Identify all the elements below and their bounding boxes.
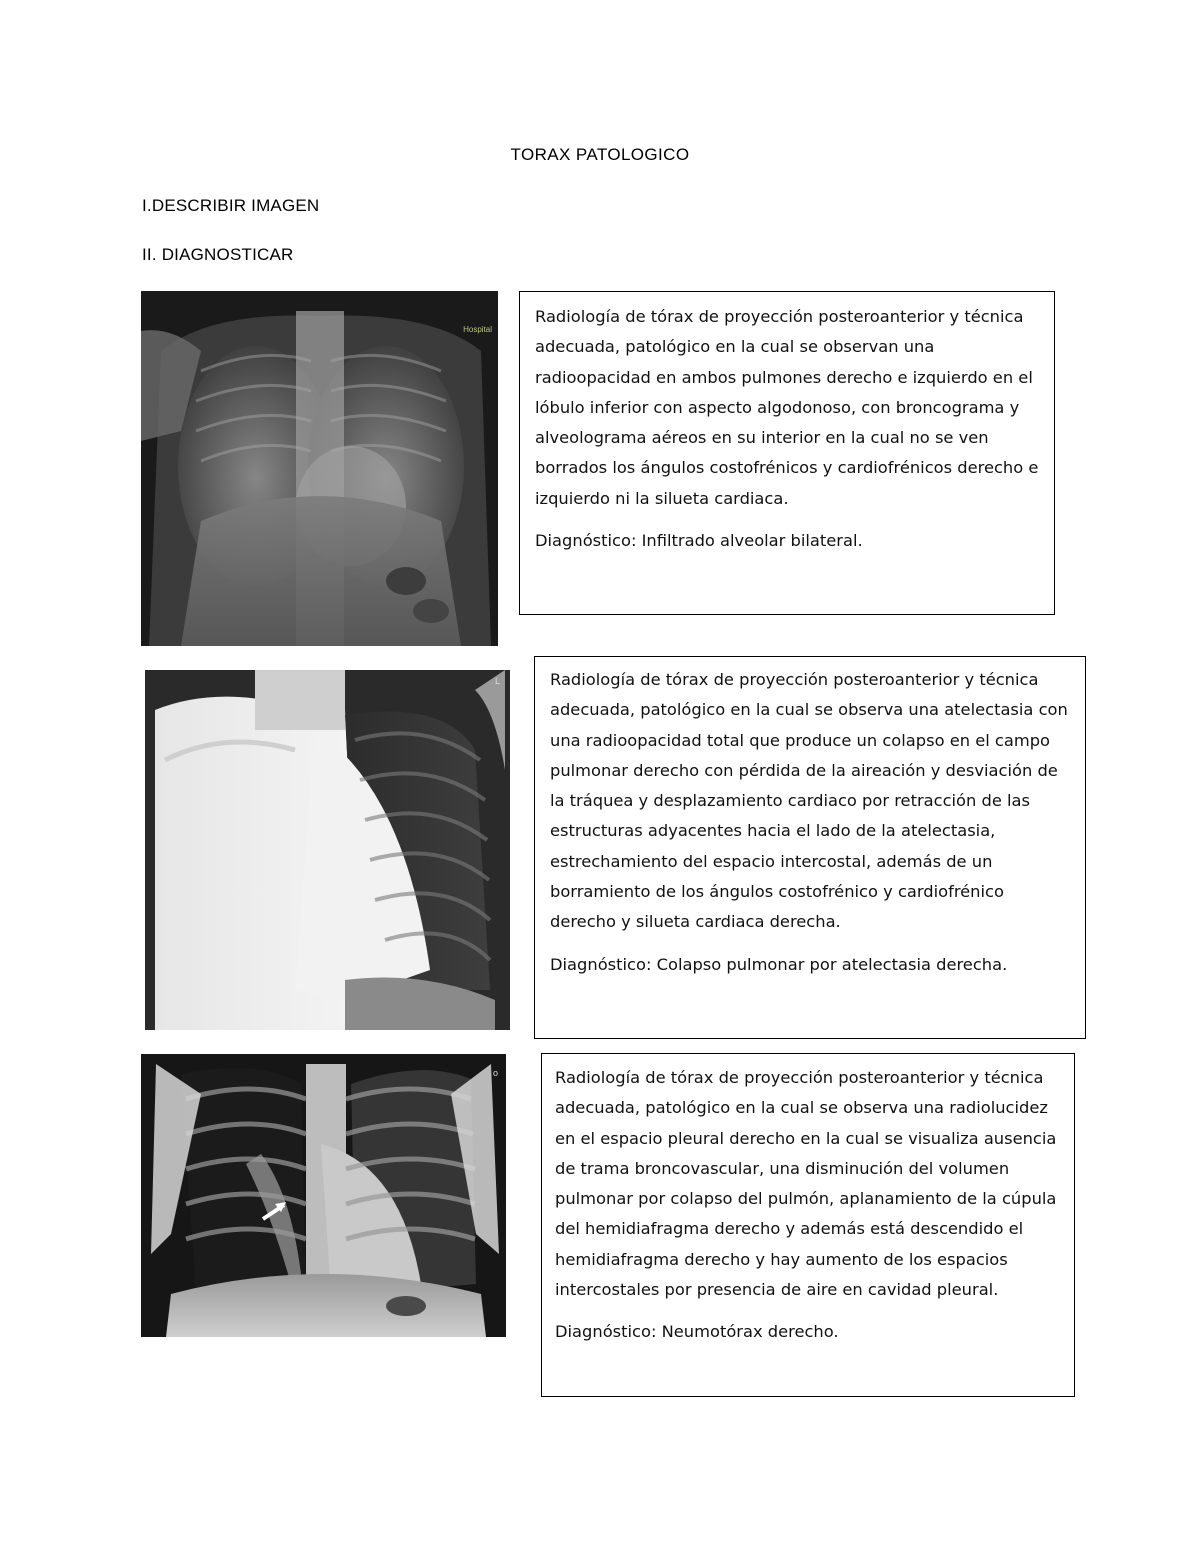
case-description: Radiología de tórax de proyección posteroanterior y técnica adecuada, patológico en la cual se observan una radioopacidad en ambos pulmones derecho e izquierdo en el lóbulo inferior con aspecto algodonoso, con broncograma y alveolograma aéreos en su interior en la cual no se ven borrados los ángulos costofrénicos y cardiofrénicos derecho e izquierdo ni la silueta cardiaca. bbox=[535, 307, 1039, 508]
marker-label: L bbox=[494, 676, 500, 686]
description-box-1 bbox=[519, 291, 1055, 615]
marker-label: o bbox=[492, 1068, 498, 1078]
description-box-3 bbox=[541, 1053, 1075, 1397]
case-description: Radiología de tórax de proyección posteroanterior y técnica adecuada, patológico en la cual se observa una radiolucidez en el espacio pleural derecho en la cual se visualiza ausencia de trama broncovascular, una disminución del volumen pulmonar por colapso del pulmón, aplanamiento de la cúpula del hemidiafragma derecho y además está descendido el hemidiafragma derecho y hay aumento de los espacios intercostales por presencia de aire en cavidad pleural. bbox=[555, 1068, 1057, 1300]
case-diagnosis: Diagnóstico: Colapso pulmonar por atelectasia derecha. bbox=[550, 954, 1008, 974]
case-diagnosis: Diagnóstico: Neumotórax derecho. bbox=[555, 1322, 839, 1342]
section-heading-describe: I.DESCRIBIR IMAGEN bbox=[142, 196, 320, 215]
hospital-label: Hospital bbox=[463, 325, 492, 334]
xray-image-2 bbox=[145, 670, 510, 1030]
section-heading-diagnose: II. DIAGNOSTICAR bbox=[142, 245, 294, 264]
case-description: Radiología de tórax de proyección posteroanterior y técnica adecuada, patológico en la cual se observa una atelectasia con una radioopacidad total que produce un colapso en el campo pulmonar derecho con pérdida de la aireación y desviación de la tráquea y desplazamiento cardiaco por retracción de las estructuras adyacentes hacia el lado de la atelectasia, estrechamiento del espacio intercostal, además de un borramiento de los ángulos costofrénico y cardiofrénico derecho y silueta cardiaca derecha. bbox=[550, 670, 1068, 932]
page-title: TORAX PATOLOGICO bbox=[510, 145, 690, 164]
description-box-2 bbox=[534, 656, 1086, 1039]
case-diagnosis: Diagnóstico: Infiltrado alveolar bilateral. bbox=[535, 531, 863, 551]
xray-image-3 bbox=[141, 1054, 506, 1337]
xray-image-1 bbox=[141, 291, 498, 646]
